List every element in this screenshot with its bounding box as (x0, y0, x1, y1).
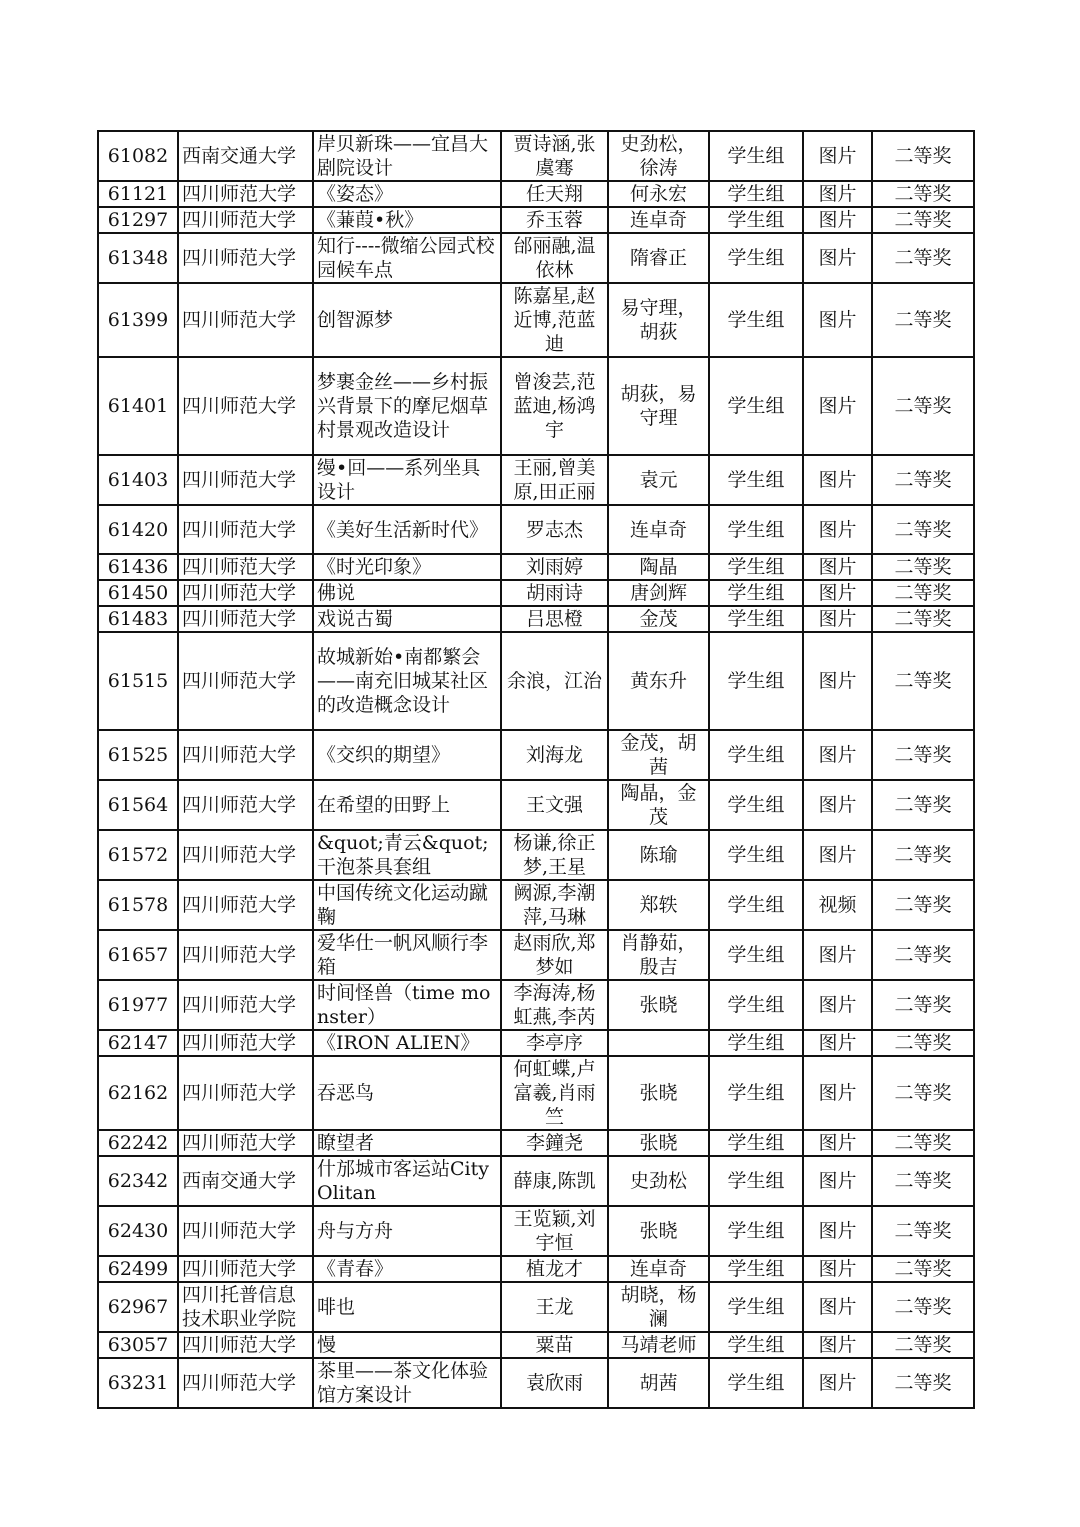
authors-cell: 王丽,曾美原,田正丽 (501, 455, 608, 505)
authors-cell: 乔玉蓉 (501, 207, 608, 233)
work-type-cell: 图片 (803, 554, 872, 580)
work-title-cell: 《IRON ALIEN》 (313, 1030, 501, 1056)
table-row (98, 780, 974, 830)
award-cell: 二等奖 (872, 1156, 974, 1206)
school-cell: 四川师范大学 (178, 1358, 313, 1408)
entry-id-cell: 61450 (98, 580, 178, 606)
school-cell: 四川师范大学 (178, 880, 313, 930)
tutors-cell: 袁元 (608, 455, 709, 505)
school-cell: 四川师范大学 (178, 554, 313, 580)
table-row (98, 283, 974, 357)
work-title-cell: 《交织的期望》 (313, 730, 501, 780)
work-type-cell: 图片 (803, 181, 872, 207)
work-title-cell: 茶里——茶文化体验馆方案设计 (313, 1358, 501, 1408)
award-cell: 二等奖 (872, 1256, 974, 1282)
school-cell: 四川师范大学 (178, 780, 313, 830)
award-cell: 二等奖 (872, 1358, 974, 1408)
work-type-cell: 图片 (803, 207, 872, 233)
authors-cell: 李海涛,杨虹燕,李芮 (501, 980, 608, 1030)
tutors-cell: 金茂 (608, 606, 709, 632)
school-cell: 四川师范大学 (178, 632, 313, 730)
table-row (98, 980, 974, 1030)
entry-id-cell: 61525 (98, 730, 178, 780)
entry-id-cell: 61420 (98, 505, 178, 554)
work-title-cell: 时间怪兽（time monster） (313, 980, 501, 1030)
group-cell: 学生组 (709, 131, 803, 181)
award-cell: 二等奖 (872, 880, 974, 930)
group-cell: 学生组 (709, 1206, 803, 1256)
award-cell: 二等奖 (872, 606, 974, 632)
award-cell: 二等奖 (872, 1282, 974, 1332)
table-row (98, 1358, 974, 1408)
award-cell: 二等奖 (872, 580, 974, 606)
award-cell: 二等奖 (872, 554, 974, 580)
award-cell: 二等奖 (872, 131, 974, 181)
entry-id-cell: 61483 (98, 606, 178, 632)
school-cell: 西南交通大学 (178, 1156, 313, 1206)
awards-table-body (98, 131, 974, 1408)
authors-cell: 王文强 (501, 780, 608, 830)
award-cell: 二等奖 (872, 1332, 974, 1358)
entry-id-cell: 63057 (98, 1332, 178, 1358)
work-title-cell: 在希望的田野上 (313, 780, 501, 830)
award-cell: 二等奖 (872, 1130, 974, 1156)
entry-id-cell: 61121 (98, 181, 178, 207)
entry-id-cell: 61399 (98, 283, 178, 357)
table-row (98, 1206, 974, 1256)
work-title-cell: 戏说古蜀 (313, 606, 501, 632)
table-row (98, 131, 974, 181)
school-cell: 四川师范大学 (178, 283, 313, 357)
tutors-cell: 易守理，胡荻 (608, 283, 709, 357)
authors-cell: 陈嘉星,赵近博,范蓝迪 (501, 283, 608, 357)
authors-cell: 植龙才 (501, 1256, 608, 1282)
work-title-cell: 知行----微缩公园式校园候车点 (313, 233, 501, 283)
authors-cell: 何虹蝶,卢富羲,肖雨竺 (501, 1056, 608, 1130)
tutors-cell: 郑轶 (608, 880, 709, 930)
table-row (98, 606, 974, 632)
entry-id-cell: 62967 (98, 1282, 178, 1332)
work-type-cell: 图片 (803, 1056, 872, 1130)
group-cell: 学生组 (709, 1030, 803, 1056)
tutors-cell: 张晓 (608, 1056, 709, 1130)
entry-id-cell: 61977 (98, 980, 178, 1030)
entry-id-cell: 61297 (98, 207, 178, 233)
authors-cell: 阙源,李潮萍,马琳 (501, 880, 608, 930)
entry-id-cell: 62499 (98, 1256, 178, 1282)
work-type-cell: 图片 (803, 930, 872, 980)
work-type-cell: 图片 (803, 1282, 872, 1332)
table-row (98, 1030, 974, 1056)
group-cell: 学生组 (709, 233, 803, 283)
authors-cell: 王览颖,刘宇恒 (501, 1206, 608, 1256)
group-cell: 学生组 (709, 580, 803, 606)
group-cell: 学生组 (709, 1130, 803, 1156)
work-type-cell: 图片 (803, 1030, 872, 1056)
school-cell: 四川师范大学 (178, 830, 313, 880)
table-row (98, 181, 974, 207)
work-type-cell: 图片 (803, 1206, 872, 1256)
school-cell: 四川师范大学 (178, 505, 313, 554)
award-cell: 二等奖 (872, 1030, 974, 1056)
award-cell: 二等奖 (872, 830, 974, 880)
work-title-cell: 《姿态》 (313, 181, 501, 207)
table-row (98, 730, 974, 780)
school-cell: 四川师范大学 (178, 930, 313, 980)
work-type-cell: 图片 (803, 780, 872, 830)
entry-id-cell: 62430 (98, 1206, 178, 1256)
group-cell: 学生组 (709, 455, 803, 505)
work-type-cell: 图片 (803, 455, 872, 505)
authors-cell: 粟苗 (501, 1332, 608, 1358)
work-type-cell: 图片 (803, 730, 872, 780)
award-cell: 二等奖 (872, 505, 974, 554)
group-cell: 学生组 (709, 606, 803, 632)
group-cell: 学生组 (709, 980, 803, 1030)
table-row (98, 455, 974, 505)
authors-cell: 贾诗涵,张虞骞 (501, 131, 608, 181)
work-type-cell: 图片 (803, 1156, 872, 1206)
award-cell: 二等奖 (872, 1206, 974, 1256)
school-cell: 四川师范大学 (178, 606, 313, 632)
tutors-cell: 陶晶 (608, 554, 709, 580)
work-type-cell: 视频 (803, 880, 872, 930)
work-type-cell: 图片 (803, 357, 872, 455)
table-row (98, 1130, 974, 1156)
award-cell: 二等奖 (872, 780, 974, 830)
entry-id-cell: 61403 (98, 455, 178, 505)
tutors-cell: 肖静茹，殷吉 (608, 930, 709, 980)
table-row (98, 1156, 974, 1206)
entry-id-cell: 61657 (98, 930, 178, 980)
work-type-cell: 图片 (803, 1256, 872, 1282)
work-title-cell: 什邡城市客运站City Olitan (313, 1156, 501, 1206)
tutors-cell: 胡晓，杨澜 (608, 1282, 709, 1332)
award-cell: 二等奖 (872, 181, 974, 207)
entry-id-cell: 61578 (98, 880, 178, 930)
group-cell: 学生组 (709, 283, 803, 357)
authors-cell: 吕思橙 (501, 606, 608, 632)
award-cell: 二等奖 (872, 930, 974, 980)
group-cell: 学生组 (709, 830, 803, 880)
authors-cell: 赵雨欣,郑梦如 (501, 930, 608, 980)
tutors-cell: 马靖老师 (608, 1332, 709, 1358)
work-type-cell: 图片 (803, 1332, 872, 1358)
work-type-cell: 图片 (803, 632, 872, 730)
work-type-cell: 图片 (803, 1358, 872, 1408)
award-cell: 二等奖 (872, 1056, 974, 1130)
table-row (98, 207, 974, 233)
authors-cell: 曾浚芸,范蓝迪,杨鸿宇 (501, 357, 608, 455)
tutors-cell: 张晓 (608, 1206, 709, 1256)
group-cell: 学生组 (709, 554, 803, 580)
tutors-cell: 陈瑜 (608, 830, 709, 880)
tutors-cell: 连卓奇 (608, 1256, 709, 1282)
award-cell: 二等奖 (872, 632, 974, 730)
entry-id-cell: 62342 (98, 1156, 178, 1206)
work-title-cell: 创智源梦 (313, 283, 501, 357)
tutors-cell: 史劲松 (608, 1156, 709, 1206)
authors-cell: 邰丽融,温依林 (501, 233, 608, 283)
authors-cell: 任天翔 (501, 181, 608, 207)
work-type-cell: 图片 (803, 980, 872, 1030)
school-cell: 四川师范大学 (178, 1256, 313, 1282)
authors-cell: 罗志杰 (501, 505, 608, 554)
group-cell: 学生组 (709, 207, 803, 233)
group-cell: 学生组 (709, 1156, 803, 1206)
group-cell: 学生组 (709, 1332, 803, 1358)
work-title-cell: 梦裹金丝——乡村振兴背景下的摩尼烟草村景观改造设计 (313, 357, 501, 455)
entry-id-cell: 61348 (98, 233, 178, 283)
tutors-cell: 隋睿正 (608, 233, 709, 283)
tutors-cell: 连卓奇 (608, 207, 709, 233)
group-cell: 学生组 (709, 880, 803, 930)
tutors-cell: 金茂，胡茜 (608, 730, 709, 780)
work-title-cell: 爱华仕一帆风顺行李箱 (313, 930, 501, 980)
award-cell: 二等奖 (872, 980, 974, 1030)
work-type-cell: 图片 (803, 1130, 872, 1156)
group-cell: 学生组 (709, 505, 803, 554)
authors-cell: 胡雨诗 (501, 580, 608, 606)
school-cell: 四川师范大学 (178, 1332, 313, 1358)
authors-cell: 刘雨婷 (501, 554, 608, 580)
work-title-cell: &quot;青云&quot;干泡茶具套组 (313, 830, 501, 880)
school-cell: 四川师范大学 (178, 1030, 313, 1056)
tutors-cell: 张晓 (608, 1130, 709, 1156)
work-title-cell: 中国传统文化运动蹴鞠 (313, 880, 501, 930)
work-title-cell: 吞恶鸟 (313, 1056, 501, 1130)
group-cell: 学生组 (709, 780, 803, 830)
school-cell: 四川师范大学 (178, 1130, 313, 1156)
group-cell: 学生组 (709, 357, 803, 455)
work-type-cell: 图片 (803, 283, 872, 357)
school-cell: 四川师范大学 (178, 1056, 313, 1130)
entry-id-cell: 61401 (98, 357, 178, 455)
award-cell: 二等奖 (872, 283, 974, 357)
tutors-cell: 黄东升 (608, 632, 709, 730)
work-type-cell: 图片 (803, 606, 872, 632)
tutors-cell: 陶晶，金茂 (608, 780, 709, 830)
group-cell: 学生组 (709, 1256, 803, 1282)
entry-id-cell: 61082 (98, 131, 178, 181)
group-cell: 学生组 (709, 1282, 803, 1332)
authors-cell: 王龙 (501, 1282, 608, 1332)
group-cell: 学生组 (709, 930, 803, 980)
work-type-cell: 图片 (803, 830, 872, 880)
entry-id-cell: 63231 (98, 1358, 178, 1408)
authors-cell: 余浪，江治 (501, 632, 608, 730)
tutors-cell: 连卓奇 (608, 505, 709, 554)
entry-id-cell: 61564 (98, 780, 178, 830)
school-cell: 四川师范大学 (178, 1206, 313, 1256)
school-cell: 四川托普信息技术职业学院 (178, 1282, 313, 1332)
tutors-cell: 胡茜 (608, 1358, 709, 1408)
authors-cell: 袁欣雨 (501, 1358, 608, 1408)
table-row (98, 554, 974, 580)
school-cell: 四川师范大学 (178, 233, 313, 283)
table-row (98, 830, 974, 880)
group-cell: 学生组 (709, 730, 803, 780)
table-row (98, 1056, 974, 1130)
authors-cell: 刘海龙 (501, 730, 608, 780)
award-cell: 二等奖 (872, 207, 974, 233)
work-title-cell: 啡也 (313, 1282, 501, 1332)
table-row (98, 233, 974, 283)
work-title-cell: 《蒹葭•秋》 (313, 207, 501, 233)
authors-cell: 杨谦,徐正梦,王星 (501, 830, 608, 880)
awards-table (97, 130, 975, 1409)
award-cell: 二等奖 (872, 233, 974, 283)
group-cell: 学生组 (709, 1056, 803, 1130)
school-cell: 四川师范大学 (178, 730, 313, 780)
tutors-cell: 史劲松，徐涛 (608, 131, 709, 181)
work-title-cell: 故城新始•南都繁会——南充旧城某社区的改造概念设计 (313, 632, 501, 730)
work-title-cell: 岸贝新珠——宜昌大剧院设计 (313, 131, 501, 181)
award-cell: 二等奖 (872, 357, 974, 455)
work-title-cell: 《青春》 (313, 1256, 501, 1282)
table-row (98, 357, 974, 455)
tutors-cell: 何永宏 (608, 181, 709, 207)
tutors-cell: 张晓 (608, 980, 709, 1030)
work-title-cell: 《时光印象》 (313, 554, 501, 580)
school-cell: 四川师范大学 (178, 207, 313, 233)
entry-id-cell: 62162 (98, 1056, 178, 1130)
authors-cell: 李鐘尧 (501, 1130, 608, 1156)
work-title-cell: 瞭望者 (313, 1130, 501, 1156)
school-cell: 四川师范大学 (178, 980, 313, 1030)
school-cell: 西南交通大学 (178, 131, 313, 181)
group-cell: 学生组 (709, 1358, 803, 1408)
work-title-cell: 慢 (313, 1332, 501, 1358)
work-type-cell: 图片 (803, 580, 872, 606)
group-cell: 学生组 (709, 181, 803, 207)
entry-id-cell: 61436 (98, 554, 178, 580)
table-row (98, 1332, 974, 1358)
award-cell: 二等奖 (872, 730, 974, 780)
school-cell: 四川师范大学 (178, 455, 313, 505)
school-cell: 四川师范大学 (178, 181, 313, 207)
entry-id-cell: 62147 (98, 1030, 178, 1056)
school-cell: 四川师范大学 (178, 580, 313, 606)
table-row (98, 580, 974, 606)
authors-cell: 李亭序 (501, 1030, 608, 1056)
table-row (98, 505, 974, 554)
group-cell: 学生组 (709, 632, 803, 730)
award-cell: 二等奖 (872, 455, 974, 505)
work-type-cell: 图片 (803, 505, 872, 554)
table-row (98, 632, 974, 730)
work-title-cell: 舟与方舟 (313, 1206, 501, 1256)
work-type-cell: 图片 (803, 131, 872, 181)
work-type-cell: 图片 (803, 233, 872, 283)
work-title-cell: 缦•回——系列坐具设计 (313, 455, 501, 505)
work-title-cell: 《美好生活新时代》 (313, 505, 501, 554)
authors-cell: 薛康,陈凯 (501, 1156, 608, 1206)
table-row (98, 1282, 974, 1332)
table-row (98, 1256, 974, 1282)
table-row (98, 930, 974, 980)
entry-id-cell: 61515 (98, 632, 178, 730)
tutors-cell (608, 1030, 709, 1056)
work-title-cell: 佛说 (313, 580, 501, 606)
tutors-cell: 胡荻，易守理 (608, 357, 709, 455)
tutors-cell: 唐剑辉 (608, 580, 709, 606)
school-cell: 四川师范大学 (178, 357, 313, 455)
entry-id-cell: 62242 (98, 1130, 178, 1156)
entry-id-cell: 61572 (98, 830, 178, 880)
table-row (98, 880, 974, 930)
